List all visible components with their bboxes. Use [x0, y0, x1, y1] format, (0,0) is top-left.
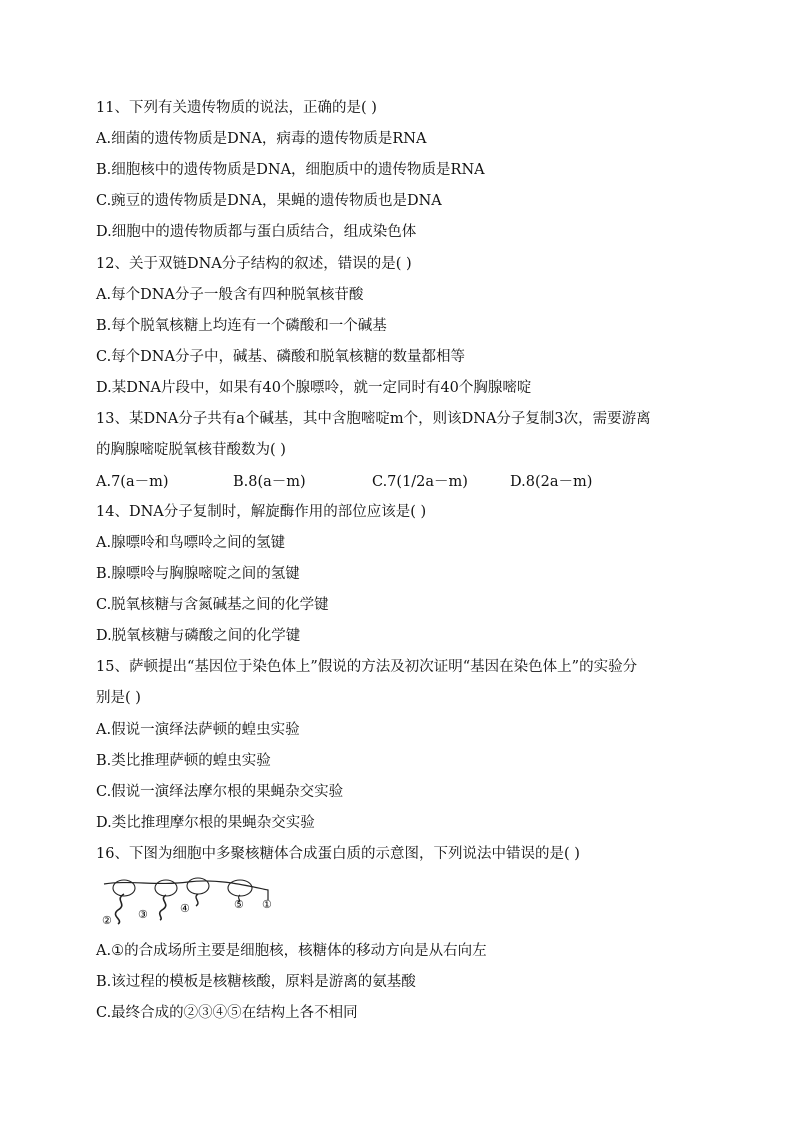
q12-option-c: C.每个DNA分子中，碱基、磷酸和脱氧核糖的数量都相等 — [96, 349, 465, 365]
polypeptide-long — [115, 894, 124, 924]
q11-option-d: D.细胞中的遗传物质都与蛋白质结合，组成染色体 — [96, 224, 417, 240]
q16-option-c: C.最终合成的②③④⑤在结构上各不相同 — [96, 1005, 358, 1021]
q16-option-b: B.该过程的模板是核糖核酸，原料是游离的氨基酸 — [96, 974, 416, 990]
q15-option-a: A.假说一演绎法萨顿的蝗虫实验 — [96, 722, 300, 738]
q12-stem: 12、关于双链DNA分子结构的叙述，错误的是( ) — [96, 256, 412, 272]
q13-option-b: B.8(a－m) — [233, 474, 306, 490]
q13-option-c: C.7(1/2a－m) — [372, 474, 468, 490]
q12-option-d: D.某DNA片段中，如果有40个腺嘌呤，就一定同时有40个胸腺嘧啶 — [96, 380, 532, 396]
figure-label-1: ① — [262, 898, 272, 911]
q11-option-c: C.豌豆的遗传物质是DNA，果蝇的遗传物质也是DNA — [96, 193, 442, 209]
figure-label-5: ⑤ — [234, 898, 244, 911]
q11-stem: 11、下列有关遗传物质的说法，正确的是( ) — [96, 100, 377, 116]
polyribosome-figure — [98, 868, 298, 928]
q13-stem-line2: 的胸腺嘧啶脱氧核苷酸数为( ) — [96, 442, 286, 458]
q14-stem: 14、DNA分子复制时，解旋酶作用的部位应该是( ) — [96, 504, 427, 520]
polypeptide-short — [196, 894, 198, 906]
q13-stem-line1: 13、某DNA分子共有a个碱基，其中含胞嘧啶m个，则该DNA分子复制3次，需要游离 — [96, 411, 651, 427]
q12-option-a: A.每个DNA分子一般含有四种脱氧核苷酸 — [96, 287, 364, 303]
q13-options-row — [96, 470, 736, 492]
q16-stem: 16、下图为细胞中多聚核糖体合成蛋白质的示意图，下列说法中错误的是( ) — [96, 846, 580, 862]
q11-option-b: B.细胞核中的遗传物质是DNA，细胞质中的遗传物质是RNA — [96, 162, 485, 178]
figure-label-3: ③ — [138, 908, 148, 921]
polypeptide-medium — [160, 895, 166, 920]
q15-option-c: C.假说一演绎法摩尔根的果蝇杂交实验 — [96, 784, 344, 800]
ribosome-1 — [228, 880, 252, 896]
q15-stem-line1: 15、萨顿提出“基因位于染色体上”假说的方法及初次证明“基因在染色体上”的实验分 — [96, 659, 638, 675]
q15-stem-line2: 别是( ) — [96, 690, 141, 706]
q13-option-a: A.7(a－m) — [96, 474, 169, 490]
ribosome-2 — [187, 878, 209, 894]
figure-label-4: ④ — [180, 902, 190, 915]
q14-option-d: D.脱氧核糖与磷酸之间的化学键 — [96, 628, 301, 644]
q14-option-b: B.腺嘌呤与胸腺嘧啶之间的氢键 — [96, 566, 300, 582]
q14-option-c: C.脱氧核糖与含氮碱基之间的化学键 — [96, 597, 329, 613]
q12-option-b: B.每个脱氧核糖上均连有一个磷酸和一个碱基 — [96, 318, 387, 334]
q14-option-a: A.腺嘌呤和鸟嘌呤之间的氢键 — [96, 535, 286, 551]
q13-option-d: D.8(2a－m) — [510, 474, 593, 490]
figure-label-2: ② — [102, 914, 112, 927]
q15-option-b: B.类比推理萨顿的蝗虫实验 — [96, 753, 271, 769]
q16-option-a: A.①的合成场所主要是细胞核，核糖体的移动方向是从右向左 — [96, 943, 487, 959]
q15-option-d: D.类比推理摩尔根的果蝇杂交实验 — [96, 815, 315, 831]
ribosome-3 — [155, 880, 177, 896]
q11-option-a: A.细菌的遗传物质是DNA，病毒的遗传物质是RNA — [96, 131, 427, 147]
